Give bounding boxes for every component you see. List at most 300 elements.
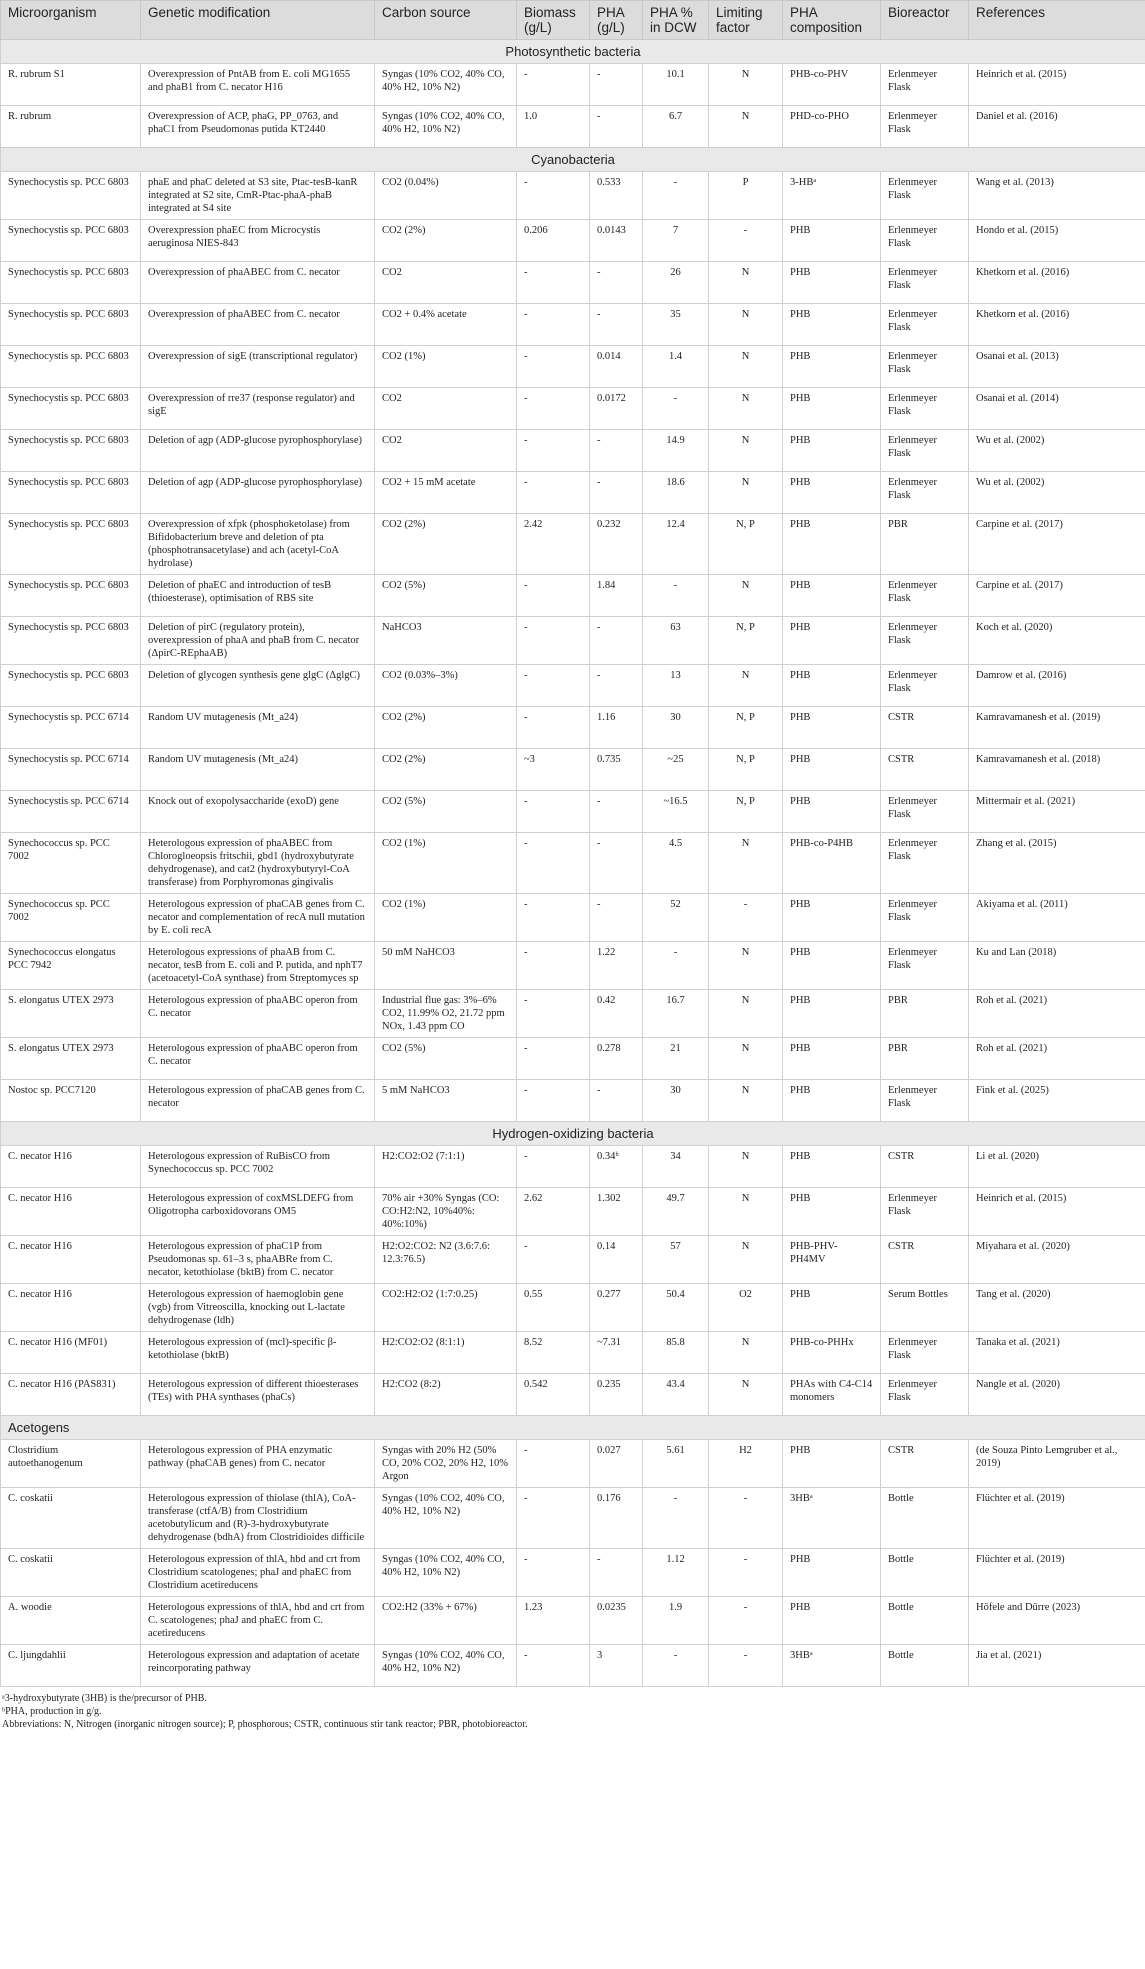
table-cell: 34: [643, 1146, 709, 1188]
table-cell: Erlenmeyer Flask: [881, 472, 969, 514]
table-cell: 0.176: [590, 1488, 643, 1549]
table-cell: Heterologous expression of phaC1P from Pseudomonas sp. 61–3 s, phaABRe from C. necator, ketothiolase (bktB) from C. necator: [141, 1236, 375, 1284]
table-cell: 16.7: [643, 990, 709, 1038]
table-cell: PBR: [881, 990, 969, 1038]
table-row: [1, 707, 1145, 749]
table-cell: Kamravamanesh et al. (2019): [969, 707, 1145, 749]
table-cell: Mittermair et al. (2021): [969, 791, 1145, 833]
table-cell: Erlenmeyer Flask: [881, 575, 969, 617]
table-cell: Erlenmeyer Flask: [881, 665, 969, 707]
table-cell: Zhang et al. (2015): [969, 833, 1145, 894]
table-cell: N: [709, 833, 783, 894]
table-row: [1, 1645, 1145, 1687]
table-cell: Flüchter et al. (2019): [969, 1549, 1145, 1597]
footnotes: [0, 1687, 1145, 1731]
table-cell: Synechocystis sp. PCC 6803: [1, 304, 141, 346]
table-cell: CO2 (2%): [375, 707, 517, 749]
table-cell: Synechocystis sp. PCC 6714: [1, 791, 141, 833]
table-cell: 0.278: [590, 1038, 643, 1080]
table-cell: Overexpression of PntAB from E. coli MG1655 and phaB1 from C. necator H16: [141, 64, 375, 106]
table-cell: CO2: [375, 430, 517, 472]
table-cell: Synechococcus elongatus PCC 7942: [1, 942, 141, 990]
table-cell: Khetkorn et al. (2016): [969, 262, 1145, 304]
column-header: PHA (g/L): [590, 1, 643, 40]
table-cell: C. necator H16 (PAS831): [1, 1374, 141, 1416]
table-cell: CO2 (5%): [375, 791, 517, 833]
table-cell: -: [517, 346, 590, 388]
table-cell: 0.0235: [590, 1597, 643, 1645]
table-cell: 0.735: [590, 749, 643, 791]
table-cell: PBR: [881, 514, 969, 575]
table-cell: Roh et al. (2021): [969, 1038, 1145, 1080]
table-cell: -: [517, 990, 590, 1038]
table-cell: 49.7: [643, 1188, 709, 1236]
table-cell: N: [709, 1332, 783, 1374]
table-cell: CO2: [375, 262, 517, 304]
table-cell: Clostridium autoethanogenum: [1, 1440, 141, 1488]
table-cell: C. necator H16: [1, 1188, 141, 1236]
table-cell: -: [517, 894, 590, 942]
table-cell: Erlenmeyer Flask: [881, 1188, 969, 1236]
section-header-row: [1, 1416, 1145, 1440]
table-cell: 7: [643, 220, 709, 262]
table-cell: PHB: [783, 665, 881, 707]
table-cell: ~25: [643, 749, 709, 791]
table-row: [1, 1284, 1145, 1332]
table-cell: 26: [643, 262, 709, 304]
table-cell: Heterologous expression of coxMSLDEFG from Oligotropha carboxidovorans OM5: [141, 1188, 375, 1236]
table-header-row: [1, 1, 1145, 40]
table-cell: H2: [709, 1440, 783, 1488]
table-cell: 3HBᵃ: [783, 1488, 881, 1549]
table-cell: CO2 (1%): [375, 833, 517, 894]
table-cell: 18.6: [643, 472, 709, 514]
table-cell: 0.0143: [590, 220, 643, 262]
column-header: Bioreactor: [881, 1, 969, 40]
column-header: Microorganism: [1, 1, 141, 40]
table-cell: Wu et al. (2002): [969, 472, 1145, 514]
table-cell: Synechocystis sp. PCC 6803: [1, 514, 141, 575]
table-row: [1, 749, 1145, 791]
table-cell: 12.4: [643, 514, 709, 575]
table-cell: CO2:H2:O2 (1:7:0.25): [375, 1284, 517, 1332]
table-cell: CO2 (1%): [375, 894, 517, 942]
table-cell: Akiyama et al. (2011): [969, 894, 1145, 942]
table-cell: Heinrich et al. (2015): [969, 1188, 1145, 1236]
section-title: Hydrogen-oxidizing bacteria: [1, 1122, 1145, 1146]
table-cell: 30: [643, 1080, 709, 1122]
table-cell: Overexpression of ACP, phaG, PP_0763, and phaC1 from Pseudomonas putida KT2440: [141, 106, 375, 148]
table-cell: Miyahara et al. (2020): [969, 1236, 1145, 1284]
table-row: [1, 64, 1145, 106]
table-cell: Synechocystis sp. PCC 6803: [1, 388, 141, 430]
table-cell: H2:CO2:O2 (8:1:1): [375, 1332, 517, 1374]
table-cell: -: [517, 430, 590, 472]
footnote: ᵇPHA, production in g/g.: [2, 1706, 102, 1717]
table-cell: C. necator H16: [1, 1146, 141, 1188]
table-cell: Heinrich et al. (2015): [969, 64, 1145, 106]
table-cell: 0.42: [590, 990, 643, 1038]
table-cell: Flüchter et al. (2019): [969, 1488, 1145, 1549]
table-cell: PHB: [783, 1146, 881, 1188]
table-cell: Serum Bottles: [881, 1284, 969, 1332]
table-cell: -: [517, 1038, 590, 1080]
table-cell: Synechocystis sp. PCC 6803: [1, 172, 141, 220]
table-cell: 1.22: [590, 942, 643, 990]
section-header-row: [1, 148, 1145, 172]
table-cell: PHB: [783, 707, 881, 749]
table-cell: -: [517, 1645, 590, 1687]
table-cell: Bottle: [881, 1549, 969, 1597]
table-cell: PHB: [783, 304, 881, 346]
table-cell: Tanaka et al. (2021): [969, 1332, 1145, 1374]
table-cell: Erlenmeyer Flask: [881, 1374, 969, 1416]
table-cell: ~7.31: [590, 1332, 643, 1374]
table-cell: PHD-co-PHO: [783, 106, 881, 148]
table-cell: PHB: [783, 791, 881, 833]
table-cell: Nostoc sp. PCC7120: [1, 1080, 141, 1122]
table-cell: 13: [643, 665, 709, 707]
table-cell: Heterologous expression of phaCAB genes from C. necator: [141, 1080, 375, 1122]
table-cell: -: [590, 64, 643, 106]
table-cell: CO2 (2%): [375, 220, 517, 262]
table-cell: -: [643, 1645, 709, 1687]
table-cell: CO2 (2%): [375, 749, 517, 791]
table-cell: N: [709, 388, 783, 430]
table-cell: Erlenmeyer Flask: [881, 64, 969, 106]
table-cell: Synechocystis sp. PCC 6714: [1, 707, 141, 749]
footnote: ᵃ3-hydroxybutyrate (3HB) is the/precursor of PHB.: [2, 1693, 207, 1704]
table-cell: -: [590, 262, 643, 304]
table-cell: Heterologous expression of phaABEC from Chlorogloeopsis fritschii, gbd1 (hydroxybutyrate dehydrogenase), and cat2 (hydroxybutyryl-CoA transferase) from Porphyromonas gingivalis: [141, 833, 375, 894]
table-cell: Heterologous expression of PHA enzymatic pathway (phaCAB genes) from C. necator: [141, 1440, 375, 1488]
table-cell: CO2 + 0.4% acetate: [375, 304, 517, 346]
table-cell: Overexpression of xfpk (phosphoketolase) from Bifidobacterium breve and deletion of pta (phosphotransacetylase) and ach (acetyl-CoA hydrolase): [141, 514, 375, 575]
table-cell: Damrow et al. (2016): [969, 665, 1145, 707]
table-cell: Heterologous expression of phaCAB genes from C. necator and complementation of recA null mutation by E. coli recA: [141, 894, 375, 942]
table-row: [1, 304, 1145, 346]
table-cell: -: [517, 575, 590, 617]
table-cell: Erlenmeyer Flask: [881, 833, 969, 894]
table-cell: Erlenmeyer Flask: [881, 1332, 969, 1374]
table-cell: -: [590, 665, 643, 707]
table-cell: 0.277: [590, 1284, 643, 1332]
table-cell: Synechocystis sp. PCC 6803: [1, 617, 141, 665]
table-row: [1, 472, 1145, 514]
table-cell: 8.52: [517, 1332, 590, 1374]
table-cell: Heterologous expression of phaABC operon from C. necator: [141, 1038, 375, 1080]
table-cell: 0.232: [590, 514, 643, 575]
table-cell: PHB: [783, 617, 881, 665]
table-cell: 3HBᵃ: [783, 1645, 881, 1687]
table-cell: Erlenmeyer Flask: [881, 346, 969, 388]
table-row: [1, 791, 1145, 833]
table-cell: -: [517, 833, 590, 894]
table-cell: Heterologous expression of RuBisCO from Synechococcus sp. PCC 7002: [141, 1146, 375, 1188]
table-cell: N: [709, 1374, 783, 1416]
table-cell: 0.34ᵇ: [590, 1146, 643, 1188]
table-cell: 30: [643, 707, 709, 749]
table-row: [1, 833, 1145, 894]
table-cell: N: [709, 990, 783, 1038]
table-cell: -: [709, 1645, 783, 1687]
table-cell: N, P: [709, 617, 783, 665]
table-cell: -: [643, 172, 709, 220]
table-cell: 3-HBᵃ: [783, 172, 881, 220]
table-cell: 43.4: [643, 1374, 709, 1416]
column-header: Biomass (g/L): [517, 1, 590, 40]
table-cell: -: [517, 262, 590, 304]
table-cell: 52: [643, 894, 709, 942]
table-row: [1, 1038, 1145, 1080]
table-cell: 1.0: [517, 106, 590, 148]
table-cell: N, P: [709, 707, 783, 749]
column-header: PHA % in DCW: [643, 1, 709, 40]
table-cell: Syngas (10% CO2, 40% CO, 40% H2, 10% N2): [375, 1488, 517, 1549]
column-header: Carbon source: [375, 1, 517, 40]
table-cell: -: [517, 791, 590, 833]
table-cell: Osanai et al. (2013): [969, 346, 1145, 388]
table-cell: 21: [643, 1038, 709, 1080]
table-cell: N: [709, 430, 783, 472]
table-cell: Syngas (10% CO2, 40% CO, 40% H2, 10% N2): [375, 1645, 517, 1687]
table-cell: H2:CO2:O2 (7:1:1): [375, 1146, 517, 1188]
table-cell: 1.9: [643, 1597, 709, 1645]
table-cell: Heterologous expression of haemoglobin gene (vgb) from Vitreoscilla, knocking out L-lactate dehydrogenase (ldh): [141, 1284, 375, 1332]
table-cell: -: [517, 304, 590, 346]
table-cell: H2:O2:CO2: N2 (3.6:7.6: 12.3:76.5): [375, 1236, 517, 1284]
table-cell: N: [709, 106, 783, 148]
table-cell: 57: [643, 1236, 709, 1284]
table-cell: Synechocystis sp. PCC 6803: [1, 430, 141, 472]
table-cell: Synechocystis sp. PCC 6803: [1, 346, 141, 388]
table-cell: 0.14: [590, 1236, 643, 1284]
table-cell: Tang et al. (2020): [969, 1284, 1145, 1332]
table-cell: CSTR: [881, 749, 969, 791]
table-cell: -: [709, 1597, 783, 1645]
table-cell: -: [517, 1549, 590, 1597]
table-cell: Erlenmeyer Flask: [881, 894, 969, 942]
table-cell: N: [709, 472, 783, 514]
table-cell: -: [517, 1080, 590, 1122]
table-cell: PHB: [783, 514, 881, 575]
table-cell: Erlenmeyer Flask: [881, 388, 969, 430]
table-cell: CO2 (2%): [375, 514, 517, 575]
table-row: [1, 990, 1145, 1038]
table-cell: -: [590, 617, 643, 665]
table-cell: PHB: [783, 220, 881, 262]
table-cell: -: [590, 304, 643, 346]
table-cell: PHB: [783, 1284, 881, 1332]
table-cell: CO2 (5%): [375, 1038, 517, 1080]
table-cell: CSTR: [881, 1146, 969, 1188]
table-cell: Synechocystis sp. PCC 6803: [1, 262, 141, 304]
table-cell: 0.235: [590, 1374, 643, 1416]
table-cell: Syngas (10% CO2, 40% CO, 40% H2, 10% N2): [375, 106, 517, 148]
table-cell: C. necator H16: [1, 1236, 141, 1284]
table-cell: Erlenmeyer Flask: [881, 262, 969, 304]
table-cell: PHB: [783, 472, 881, 514]
table-cell: Bottle: [881, 1597, 969, 1645]
table-cell: N: [709, 262, 783, 304]
table-cell: -: [590, 430, 643, 472]
table-row: [1, 1374, 1145, 1416]
table-cell: -: [709, 220, 783, 262]
table-row: [1, 1332, 1145, 1374]
table-cell: N: [709, 304, 783, 346]
table-cell: -: [517, 1440, 590, 1488]
table-cell: CO2 (0.04%): [375, 172, 517, 220]
table-cell: Heterologous expression of different thioesterases (TEs) with PHA synthases (phaCs): [141, 1374, 375, 1416]
table-cell: N: [709, 1188, 783, 1236]
table-cell: Roh et al. (2021): [969, 990, 1145, 1038]
table-cell: 2.42: [517, 514, 590, 575]
section-header-row: [1, 40, 1145, 64]
table-cell: 1.302: [590, 1188, 643, 1236]
table-cell: -: [517, 472, 590, 514]
table-cell: CO2 + 15 mM acetate: [375, 472, 517, 514]
table-cell: PHB: [783, 575, 881, 617]
table-cell: PHB: [783, 388, 881, 430]
table-row: [1, 894, 1145, 942]
table-cell: PHB: [783, 262, 881, 304]
table-cell: Synechococcus sp. PCC 7002: [1, 894, 141, 942]
footnote: Abbreviations: N, Nitrogen (inorganic nitrogen source); P, phosphorous; CSTR, continuous stir tank reactor; PBR, photobioreactor.: [2, 1719, 528, 1730]
table-cell: Heterologous expressions of thlA, hbd and crt from C. scatologenes; phaJ and phaEC from C. acetireducens: [141, 1597, 375, 1645]
table-cell: N, P: [709, 749, 783, 791]
table-cell: Bottle: [881, 1645, 969, 1687]
table-cell: Random UV mutagenesis (Mt_a24): [141, 707, 375, 749]
table-cell: PHB: [783, 942, 881, 990]
table-row: [1, 106, 1145, 148]
table-cell: Fink et al. (2025): [969, 1080, 1145, 1122]
table-cell: 5 mM NaHCO3: [375, 1080, 517, 1122]
table-cell: CO2:H2 (33% + 67%): [375, 1597, 517, 1645]
table-cell: O2: [709, 1284, 783, 1332]
table-cell: Syngas with 20% H2 (50% CO, 20% CO2, 20% H2, 10% Argon: [375, 1440, 517, 1488]
table-cell: N: [709, 942, 783, 990]
table-cell: Erlenmeyer Flask: [881, 430, 969, 472]
table-cell: PHB-co-PHV: [783, 64, 881, 106]
table-cell: 0.0172: [590, 388, 643, 430]
table-cell: 63: [643, 617, 709, 665]
table-row: [1, 430, 1145, 472]
table-cell: Hondo et al. (2015): [969, 220, 1145, 262]
table-cell: N: [709, 1038, 783, 1080]
table-cell: Deletion of agp (ADP-glucose pyrophosphorylase): [141, 430, 375, 472]
table-cell: Overexpression phaEC from Microcystis aeruginosa NIES-843: [141, 220, 375, 262]
table-cell: (de Souza Pinto Lemgruber et al., 2019): [969, 1440, 1145, 1488]
table-row: [1, 1488, 1145, 1549]
table-cell: PHB: [783, 430, 881, 472]
table-cell: Synechocystis sp. PCC 6714: [1, 749, 141, 791]
table-cell: -: [590, 472, 643, 514]
table-cell: S. elongatus UTEX 2973: [1, 1038, 141, 1080]
table-cell: -: [643, 575, 709, 617]
table-cell: ~16.5: [643, 791, 709, 833]
table-row: [1, 262, 1145, 304]
table-cell: Erlenmeyer Flask: [881, 942, 969, 990]
table-cell: C. coskatii: [1, 1549, 141, 1597]
section-title: Photosynthetic bacteria: [1, 40, 1145, 64]
table-row: [1, 220, 1145, 262]
table-cell: Heterologous expression of phaABC operon from C. necator: [141, 990, 375, 1038]
table-cell: CO2 (1%): [375, 346, 517, 388]
table-cell: Deletion of pirC (regulatory protein), overexpression of phaA and phaB from C. necator (ΔpirC-REphaAB): [141, 617, 375, 665]
column-header: PHA composition: [783, 1, 881, 40]
table-cell: Nangle et al. (2020): [969, 1374, 1145, 1416]
table-cell: 0.027: [590, 1440, 643, 1488]
table-cell: PHB: [783, 894, 881, 942]
table-row: [1, 172, 1145, 220]
table-cell: C. necator H16 (MF01): [1, 1332, 141, 1374]
table-cell: Erlenmeyer Flask: [881, 106, 969, 148]
table-cell: 1.23: [517, 1597, 590, 1645]
table-cell: N: [709, 64, 783, 106]
table-cell: Deletion of phaEC and introduction of tesB (thioesterase), optimisation of RBS site: [141, 575, 375, 617]
table-cell: -: [643, 388, 709, 430]
table-cell: 4.5: [643, 833, 709, 894]
table-body: [1, 40, 1145, 1687]
table-cell: A. woodie: [1, 1597, 141, 1645]
table-row: [1, 1597, 1145, 1645]
table-cell: CSTR: [881, 707, 969, 749]
table-cell: -: [709, 894, 783, 942]
table-cell: 0.014: [590, 346, 643, 388]
table-cell: Erlenmeyer Flask: [881, 791, 969, 833]
table-cell: PHB: [783, 1038, 881, 1080]
table-cell: Overexpression of phaABEC from C. necator: [141, 262, 375, 304]
table-cell: -: [517, 942, 590, 990]
table-cell: Heterologous expression of (mcl)-specific β-ketothiolase (bktB): [141, 1332, 375, 1374]
table-cell: -: [709, 1488, 783, 1549]
table-cell: Khetkorn et al. (2016): [969, 304, 1145, 346]
table-cell: Carpine et al. (2017): [969, 514, 1145, 575]
table-cell: N: [709, 1236, 783, 1284]
table-cell: -: [517, 1488, 590, 1549]
table-cell: 0.206: [517, 220, 590, 262]
table-cell: -: [517, 64, 590, 106]
table-cell: 0.542: [517, 1374, 590, 1416]
table-cell: N: [709, 1080, 783, 1122]
table-row: [1, 575, 1145, 617]
table-cell: 1.84: [590, 575, 643, 617]
table-cell: Erlenmeyer Flask: [881, 304, 969, 346]
table-cell: Deletion of glycogen synthesis gene glgC (ΔglgC): [141, 665, 375, 707]
table-cell: 1.4: [643, 346, 709, 388]
table-cell: Random UV mutagenesis (Mt_a24): [141, 749, 375, 791]
table-cell: Synechococcus sp. PCC 7002: [1, 833, 141, 894]
table-cell: -: [517, 665, 590, 707]
table-cell: PHB-co-P4HB: [783, 833, 881, 894]
table-cell: -: [643, 942, 709, 990]
table-cell: -: [517, 388, 590, 430]
table-cell: 5.61: [643, 1440, 709, 1488]
table-cell: 3: [590, 1645, 643, 1687]
table-cell: Osanai et al. (2014): [969, 388, 1145, 430]
table-cell: Heterologous expression of thiolase (thlA), CoA-transferase (ctfA/B) from Clostridium acetobutylicum and (R)-3-hydroxybutyrate dehydrogenase (bdhA) from Clostridioides difficile: [141, 1488, 375, 1549]
column-header: References: [969, 1, 1145, 40]
table-cell: PHB: [783, 1188, 881, 1236]
table-cell: Heterologous expression and adaptation of acetate reincorporating pathway: [141, 1645, 375, 1687]
table-cell: R. rubrum: [1, 106, 141, 148]
table-row: [1, 1146, 1145, 1188]
table-cell: -: [590, 894, 643, 942]
table-cell: Synechocystis sp. PCC 6803: [1, 472, 141, 514]
table-cell: C. coskatii: [1, 1488, 141, 1549]
table-cell: Synechocystis sp. PCC 6803: [1, 220, 141, 262]
table-cell: Erlenmeyer Flask: [881, 172, 969, 220]
